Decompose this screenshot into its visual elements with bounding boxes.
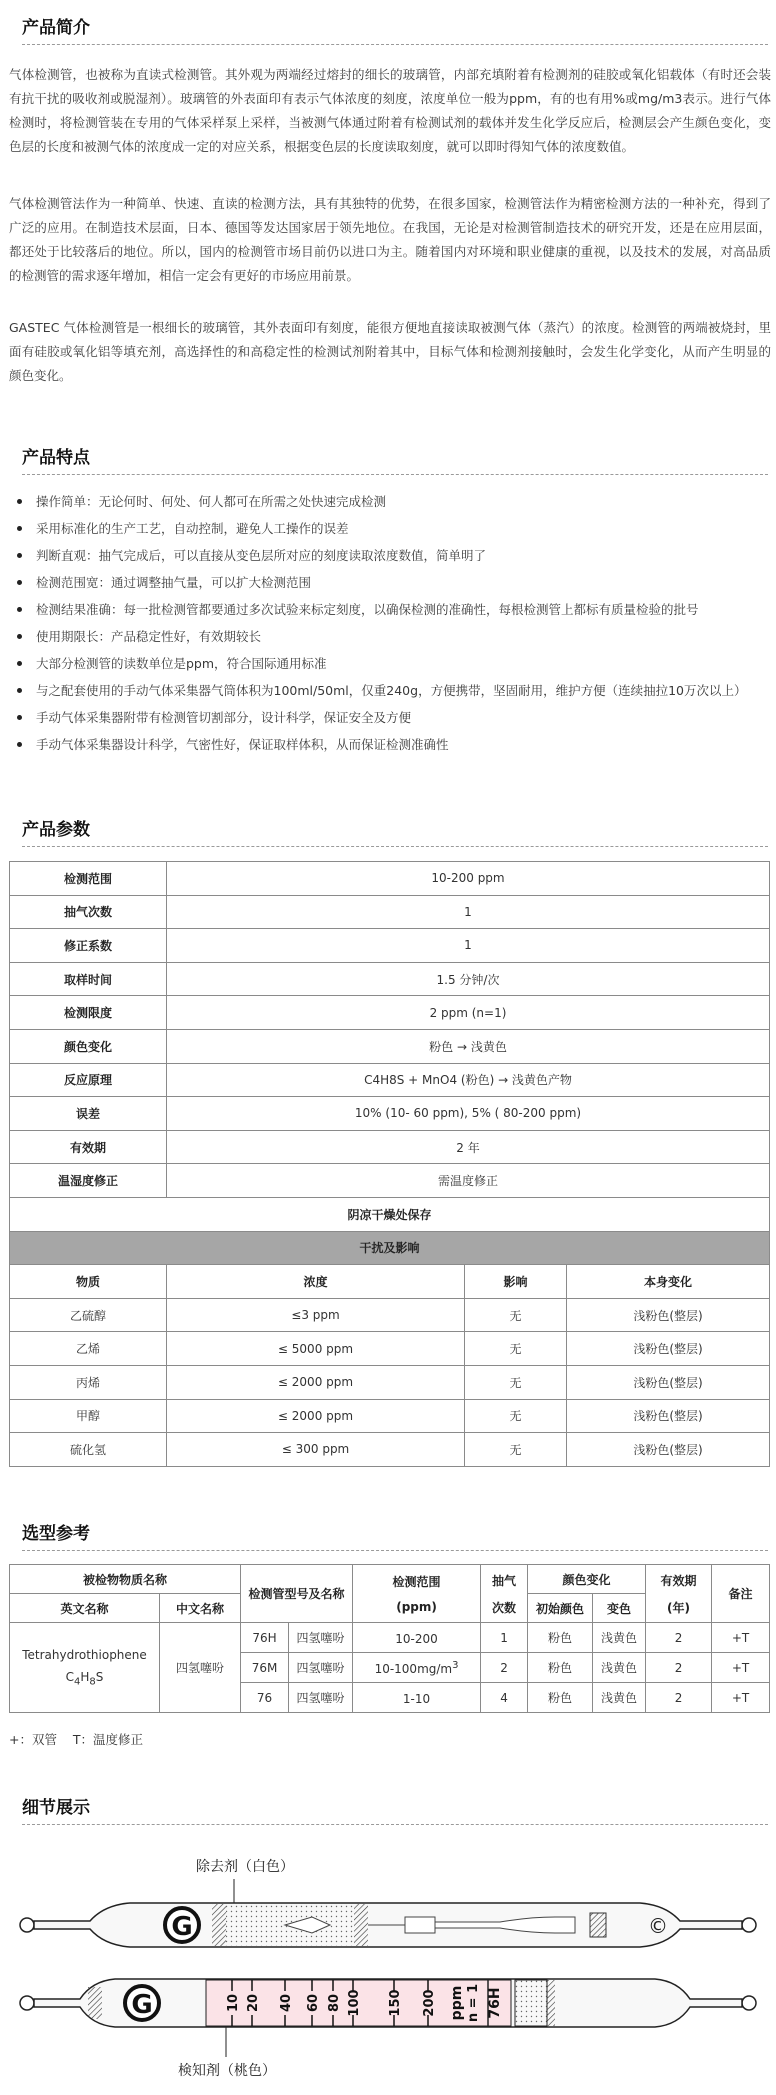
table-cell: ≤ 300 ppm: [167, 1433, 465, 1467]
table-cell: ≤3 ppm: [167, 1298, 465, 1332]
remover-layer: [515, 1980, 547, 2026]
param-key: 检测限度: [10, 996, 167, 1030]
end-hatch: [88, 1987, 102, 2019]
tube-code: 76M: [241, 1653, 289, 1683]
tube-strokes: 4: [481, 1683, 528, 1713]
column-header: 备注: [712, 1565, 770, 1623]
column-header: 影响: [465, 1265, 567, 1299]
unit-n: n = 1: [466, 1983, 481, 2023]
header-line: 有效期: [660, 1573, 697, 1588]
column-header: 英文名称: [10, 1594, 160, 1623]
bullet-icon: [17, 742, 22, 747]
table-cell: 乙烯: [10, 1332, 167, 1366]
section-title: 产品特点: [22, 448, 90, 468]
scale-tick-label: 10: [226, 1993, 241, 2013]
column-header: 本身变化: [567, 1265, 770, 1299]
logo-letter: G: [171, 1912, 193, 1942]
bullet-icon: [17, 688, 22, 693]
english-name-cell: [10, 1623, 160, 1713]
params-table: [9, 861, 770, 1467]
param-value: 1: [167, 895, 770, 929]
table-row: [10, 895, 770, 929]
table-cell: 乙硫醇: [10, 1298, 167, 1332]
feature-item: [12, 650, 772, 677]
table-row: [10, 1623, 770, 1653]
table-row: [10, 996, 770, 1030]
feature-text: 使用期限长：产品稳定性好，有效期较长: [36, 629, 262, 644]
tube-strokes: 1: [481, 1623, 528, 1653]
feature-item: [12, 596, 772, 623]
param-value: 粉色 → 浅黄色: [167, 1029, 770, 1063]
table-cell: 浅粉色(整层): [567, 1332, 770, 1366]
tube-code: 76: [241, 1683, 289, 1713]
param-key: 颜色变化: [10, 1029, 167, 1063]
param-key: 温湿度修正: [10, 1164, 167, 1198]
bullet-icon: [17, 607, 22, 612]
table-cell: 丙烯: [10, 1365, 167, 1399]
column-header: [481, 1565, 528, 1623]
feature-text: 检测结果准确：每一批检测管都要通过多次试验来标定刻度，以确保检测的准确性，每根检测管上都标有质量检验的批号: [36, 602, 699, 617]
table-cell: 浅粉色(整层): [567, 1365, 770, 1399]
column-header: 变色: [593, 1594, 646, 1623]
table-cell: ≤ 2000 ppm: [167, 1399, 465, 1433]
tube-strokes: 2: [481, 1653, 528, 1683]
feature-text: 采用标准化的生产工艺，自动控制，避免人工操作的误差: [36, 521, 349, 536]
bullet-icon: [17, 553, 22, 558]
feature-item: [12, 704, 772, 731]
table-row: [10, 1029, 770, 1063]
feature-list: [12, 488, 772, 758]
table-cell: 无: [465, 1399, 567, 1433]
tube-validity: 2: [646, 1653, 712, 1683]
table-cell: ≤ 2000 ppm: [167, 1365, 465, 1399]
tube-range: [353, 1623, 481, 1653]
formula-part: S: [95, 1669, 104, 1684]
param-value: 2 年: [167, 1130, 770, 1164]
end-hatch: [547, 1980, 555, 2026]
column-header: [646, 1565, 712, 1623]
column-header: 初始颜色: [528, 1594, 593, 1623]
table-cell: 浅粉色(整层): [567, 1399, 770, 1433]
logo-letter: G: [131, 1990, 153, 2020]
formula-part: C: [65, 1669, 74, 1684]
param-key: 取样时间: [10, 962, 167, 996]
tube-initial-color: 粉色: [528, 1623, 593, 1653]
feature-item: [12, 677, 772, 704]
chinese-name-cell: 四氢噻吩: [160, 1623, 241, 1713]
bullet-icon: [17, 499, 22, 504]
english-name: Tetrahydrothiophene: [22, 1647, 147, 1662]
param-key: 检测范围: [10, 862, 167, 896]
end-hatch: [212, 1904, 226, 1946]
tube-name: 四氢噻吩: [289, 1623, 353, 1653]
tube-remark: +T: [712, 1683, 770, 1713]
table-row: [10, 929, 770, 963]
param-value: 10-200 ppm: [167, 862, 770, 896]
param-key: 有效期: [10, 1130, 167, 1164]
feature-item: [12, 515, 772, 542]
tube-remark: +T: [712, 1623, 770, 1653]
feature-text: 大部分检测管的读数单位是ppm，符合国际通用标准: [36, 656, 327, 671]
bullet-icon: [17, 580, 22, 585]
section-title: 细节展示: [22, 1798, 90, 1818]
tube-code: 76H: [241, 1623, 289, 1653]
param-value: 10% (10- 60 ppm), 5% ( 80-200 ppm): [167, 1097, 770, 1131]
selection-note: +：双管 T：温度修正: [9, 1732, 144, 1747]
header-line: (年): [667, 1600, 691, 1615]
feature-text: 操作简单：无论何时、何处、何人都可在所需之处快速完成检测: [36, 494, 387, 509]
copyright-mark: ©: [648, 1914, 668, 1938]
column-header: [353, 1565, 481, 1623]
intro-header: [22, 10, 768, 45]
tube-end-circle: [742, 1996, 756, 2010]
scale-tick-label: 60: [306, 1993, 321, 2013]
table-row: [10, 1197, 770, 1231]
table-row: [10, 1097, 770, 1131]
interference-title: 干扰及影响: [10, 1231, 770, 1265]
feature-item: [12, 731, 772, 758]
column-header: 检测管型号及名称: [241, 1565, 353, 1623]
tube-name: 四氢噻吩: [289, 1683, 353, 1713]
formula-sub: 4: [73, 1676, 81, 1688]
table-cell: 无: [465, 1365, 567, 1399]
features-header: [22, 440, 768, 475]
feature-text: 检测范围宽：通过调整抽气量，可以扩大检测范围: [36, 575, 312, 590]
table-row: [10, 1298, 770, 1332]
feature-item: [12, 569, 772, 596]
header-line: 检测范围: [392, 1575, 441, 1589]
tube-initial-color: 粉色: [528, 1653, 593, 1683]
feature-text: 判断直观：抽气完成后，可以直接从变色层所对应的刻度读取浓度数值，简单明了: [36, 548, 487, 563]
detector-label: 検知剤（桃色）: [178, 2063, 276, 2079]
scale-tick-label: 200: [422, 1989, 437, 2017]
tube-code-label: 76H: [487, 1987, 503, 2019]
intro-paragraph: 气体检测管法作为一种简单、快速、直读的检测方法，具有其独特的优势，在很多国家，检测管法作为精密检测方法的一种补充，得到了广泛的应用。在制造技术层面，日本、德国等发达国家居于领先地位。在我国，无论是对检测管制造技术的研究开发，还是在应用层面，都还处于比较落后的地位。所以，国内的检测管市场目前仍以进口为主。随着国内对环境和职业健康的重视，以及技术的发展，对高品质的检测管的需求逐年增加，相信一定会有更好的市场应用前景。: [9, 196, 771, 283]
column-header: 中文名称: [160, 1594, 241, 1623]
scale-tick-label: 80: [327, 1993, 342, 2013]
bullet-icon: [17, 661, 22, 666]
table-cell: 无: [465, 1433, 567, 1467]
header-line: 抽气: [492, 1573, 517, 1588]
inner-cap: [590, 1913, 606, 1937]
table-row: [10, 1365, 770, 1399]
table-cell: 硫化氢: [10, 1433, 167, 1467]
storage-note: 阴凉干燥处保存: [10, 1197, 770, 1231]
header-line: (ppm): [396, 1600, 437, 1614]
end-hatch: [354, 1904, 368, 1946]
unit-ppm: ppm: [449, 1985, 465, 2021]
tube-change-color: 浅黄色: [593, 1653, 646, 1683]
params-header: [22, 812, 768, 847]
scale-tick-label: 40: [279, 1993, 294, 2013]
formula-sub: 8: [89, 1676, 96, 1688]
details-header: [22, 1790, 768, 1825]
tube-end-circle: [20, 1996, 34, 2010]
column-header: 被检物物质名称: [10, 1565, 241, 1594]
table-cell: 无: [465, 1332, 567, 1366]
feature-item: [12, 488, 772, 515]
param-key: 修正系数: [10, 929, 167, 963]
table-cell: ≤ 5000 ppm: [167, 1332, 465, 1366]
table-cell: 甲醇: [10, 1399, 167, 1433]
param-key: 反应原理: [10, 1063, 167, 1097]
param-value: 需温度修正: [167, 1164, 770, 1198]
table-header-row: [10, 1565, 770, 1594]
table-row: [10, 1399, 770, 1433]
section-title: 产品参数: [22, 820, 90, 840]
section-title: 选型参考: [22, 1524, 90, 1544]
param-value: 1: [167, 929, 770, 963]
range-text: 10-200: [395, 1631, 438, 1646]
table-cell: 无: [465, 1298, 567, 1332]
table-row: [10, 1231, 770, 1265]
range-sup: 3: [452, 1659, 459, 1671]
header-line: 次数: [492, 1600, 517, 1615]
scale-tick-label: 20: [246, 1993, 261, 2013]
scale-tick-label: 150: [388, 1989, 403, 2017]
table-row: [10, 862, 770, 896]
feature-text: 手动气体采集器设计科学，气密性好，保证取样体积，从而保证检测准确性: [36, 737, 449, 752]
tube-initial-color: 粉色: [528, 1683, 593, 1713]
feature-item: [12, 542, 772, 569]
bullet-icon: [17, 526, 22, 531]
table-row: [10, 1164, 770, 1198]
range-text: 10-100mg/m: [374, 1661, 453, 1676]
param-value: 1.5 分钟/次: [167, 962, 770, 996]
feature-text: 手动气体采集器附带有检测管切割部分，设计科学，保证安全及方便: [36, 710, 412, 725]
feature-item: [12, 623, 772, 650]
tube-change-color: 浅黄色: [593, 1623, 646, 1653]
intro-paragraph: 气体检测管，也被称为直读式检测管。其外观为两端经过熔封的细长的玻璃管，内部充填附着有检测剂的硅胶或氧化铝载体（有时还会装有抗干扰的吸收剂或脱湿剂）。玻璃管的外表面印有表示气体浓度的刻度，浓度单位一般为ppm，有的也有用%或mg/m3表示。进行气体检测时，将检测管装在专用的气体采样泵上采样，当被测气体通过附着有检测试剂的载体并发生化学反应后，检测层会产生颜色变化，变色层的长度和被测气体的浓度成一定的对应关系，根据变色层的长度读取刻度，就可以即时得知气体的浓度数值。: [9, 67, 771, 154]
param-key: 抽气次数: [10, 895, 167, 929]
range-text: 1-10: [402, 1691, 431, 1706]
param-key: 误差: [10, 1097, 167, 1131]
table-row: [10, 1332, 770, 1366]
table-row: [10, 1130, 770, 1164]
tube-validity: 2: [646, 1683, 712, 1713]
param-value: C4H8S + MnO4 (粉色) → 浅黄色产物: [167, 1063, 770, 1097]
tube-change-color: 浅黄色: [593, 1683, 646, 1713]
bottom-tube: [20, 1979, 756, 2079]
inner-plug: [405, 1917, 435, 1933]
tube-name: 四氢噻吩: [289, 1653, 353, 1683]
tube-validity: 2: [646, 1623, 712, 1653]
table-row: [10, 1063, 770, 1097]
table-header-row: [10, 1265, 770, 1299]
column-header: 浓度: [167, 1265, 465, 1299]
chemical-formula: [10, 1670, 159, 1687]
table-cell: 浅粉色(整层): [567, 1433, 770, 1467]
tube-range: [353, 1683, 481, 1713]
bullet-icon: [17, 634, 22, 639]
section-title: 产品简介: [22, 18, 90, 38]
intro-paragraph: GASTEC 气体检测管是一根细长的玻璃管，其外表面印有刻度，能很方便地直接读取被测气体（蒸汽）的浓度。检测管的两端被烧封，里面有硅胶或氧化铝等填充剂，高选择性的和高稳定性的检测试剂附着其中，目标气体和检测剂接触时，会发生化学变化，从而产生明显的颜色变化。: [9, 320, 771, 383]
top-tube: [20, 1858, 756, 1947]
selection-table: [9, 1564, 770, 1713]
table-cell: 浅粉色(整层): [567, 1298, 770, 1332]
table-row: [10, 962, 770, 996]
feature-text: 与之配套使用的手动气体采集器气筒体积为100ml/50ml，仅重240g，方便携带，坚固耐用，维护方便（连续抽拉10万次以上）: [36, 683, 747, 698]
table-row: [10, 1433, 770, 1467]
scale-tick-label: 100: [347, 1989, 362, 2017]
column-header: 物质: [10, 1265, 167, 1299]
remover-label: 除去剂（白色）: [196, 1859, 294, 1875]
tube-range: [353, 1653, 481, 1683]
tube-end-circle: [20, 1918, 34, 1932]
bullet-icon: [17, 715, 22, 720]
detection-tube-diagram: [0, 1855, 776, 2095]
selection-header: [22, 1516, 768, 1551]
formula-part: H: [80, 1669, 90, 1684]
tube-end-circle: [742, 1918, 756, 1932]
tube-remark: +T: [712, 1653, 770, 1683]
param-value: 2 ppm (n=1): [167, 996, 770, 1030]
column-header: 颜色变化: [528, 1565, 646, 1594]
